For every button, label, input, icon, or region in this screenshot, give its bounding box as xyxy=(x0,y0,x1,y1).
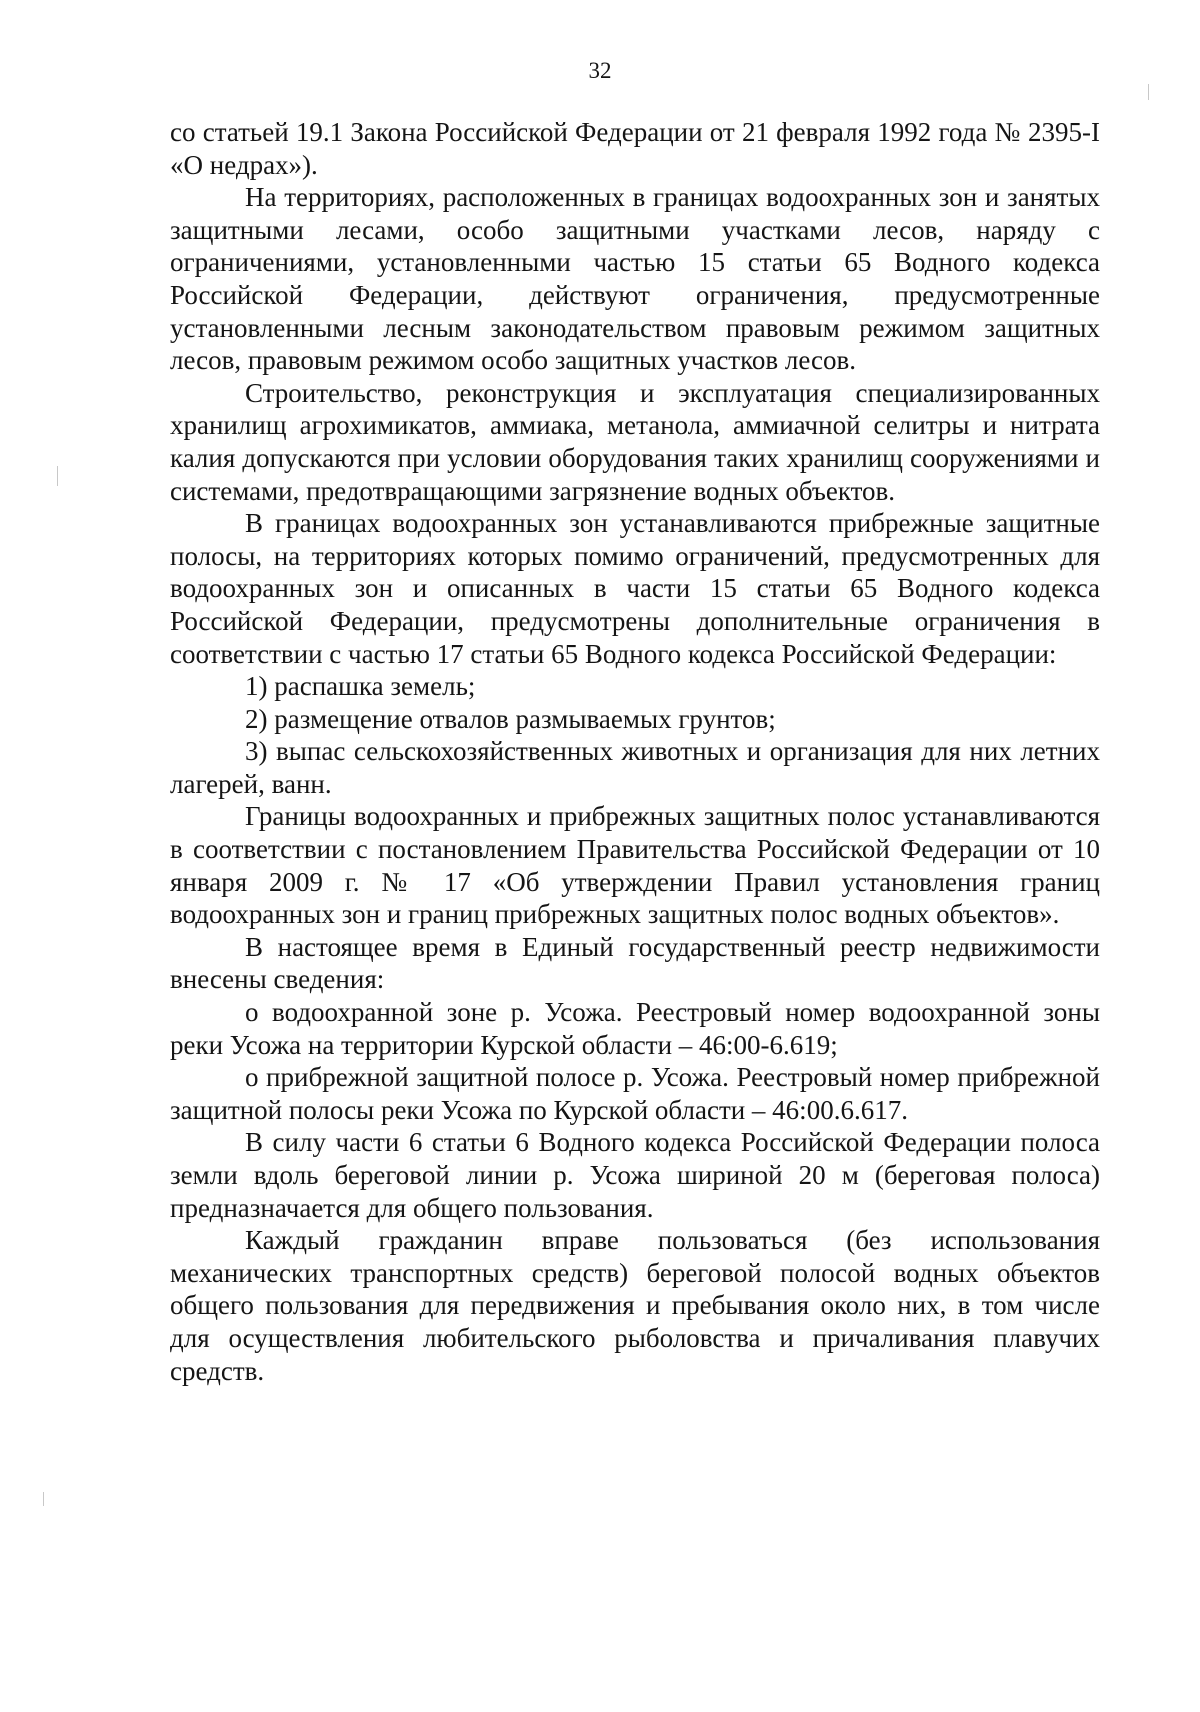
paragraph: со статьей 19.1 Закона Российской Федерации от 21 февраля 1992 года № 2395-I «О недрах»). xyxy=(170,117,1100,180)
paragraph: В силу части 6 статьи 6 Водного кодекса Российской Федерации полоса земли вдоль береговой линии р. Усожа шириной 20 м (береговая полоса) предназначается для общего пользования. xyxy=(170,1127,1100,1223)
list-item: 3) выпас сельскохозяйственных животных и организация для них летних лагерей, ванн. xyxy=(170,736,1100,799)
paragraph: Строительство, реконструкция и эксплуатация специализированных хранилищ агрохимикатов, аммиака, метанола, аммиачной селитры и нитрата калия допускаются при условии оборудования таких хранилищ сооружениями и системами, предотвращающими загрязнение водных объектов. xyxy=(170,377,1100,506)
paragraph: В настоящее время в Единый государственный реестр недвижимости внесены сведения: xyxy=(170,931,1100,995)
scan-mark xyxy=(43,1492,44,1506)
paragraph: На территориях, расположенных в границах водоохранных зон и занятых защитными лесами, особо защитными участками лесов, наряду с ограничениями, установленными частью 15 статьи 65 Водного кодекса Российской Федерации, действуют ограничения, предусмотренные установленными лесным законодательством правовым режимом защитных лесов, правовым режимом особо защитных участков лесов. xyxy=(170,182,1100,376)
document-body xyxy=(170,116,1100,1387)
scan-mark xyxy=(1148,84,1149,100)
paragraph: Границы водоохранных и прибрежных защитных полос устанавливаются в соответствии с постановлением Правительства Российской Федерации от 10 января 2009 г. № 17 «Об утверждении Правил установления границ водоохранных зон и границ прибрежных защитных полос водных объектов». xyxy=(170,801,1100,930)
page-number: 32 xyxy=(588,58,612,83)
paragraph: В границах водоохранных зон устанавливаются прибрежные защитные полосы, на территориях которых помимо ограничений, предусмотренных для водоохранных зон и описанных в части 15 статьи 65 Водного кодекса Российской Федерации, предусмотрены дополнительные ограничения в соответствии с частью 17 статьи 65 Водного кодекса Российской Федерации: xyxy=(170,508,1100,669)
paragraph: о водоохранной зоне р. Усожа. Реестровый номер водоохранной зоны реки Усожа на территории Курской области – 46:00-6.619; xyxy=(170,997,1100,1060)
list-item: 1) распашка земель; xyxy=(245,671,476,702)
paragraph: Каждый гражданин вправе пользоваться (без использования механических транспортных средств) береговой полосой водных объектов общего пользования для передвижения и пребывания около них, в том числе для осуществления любительского рыболовства и причаливания плавучих средств. xyxy=(170,1225,1100,1386)
scan-mark xyxy=(57,466,58,486)
list-item: 2) размещение отвалов размываемых грунтов; xyxy=(245,703,776,734)
paragraph: о прибрежной защитной полосе р. Усожа. Реестровый номер прибрежной защитной полосы реки Усожа по Курской области – 46:00.6.617. xyxy=(170,1062,1100,1125)
